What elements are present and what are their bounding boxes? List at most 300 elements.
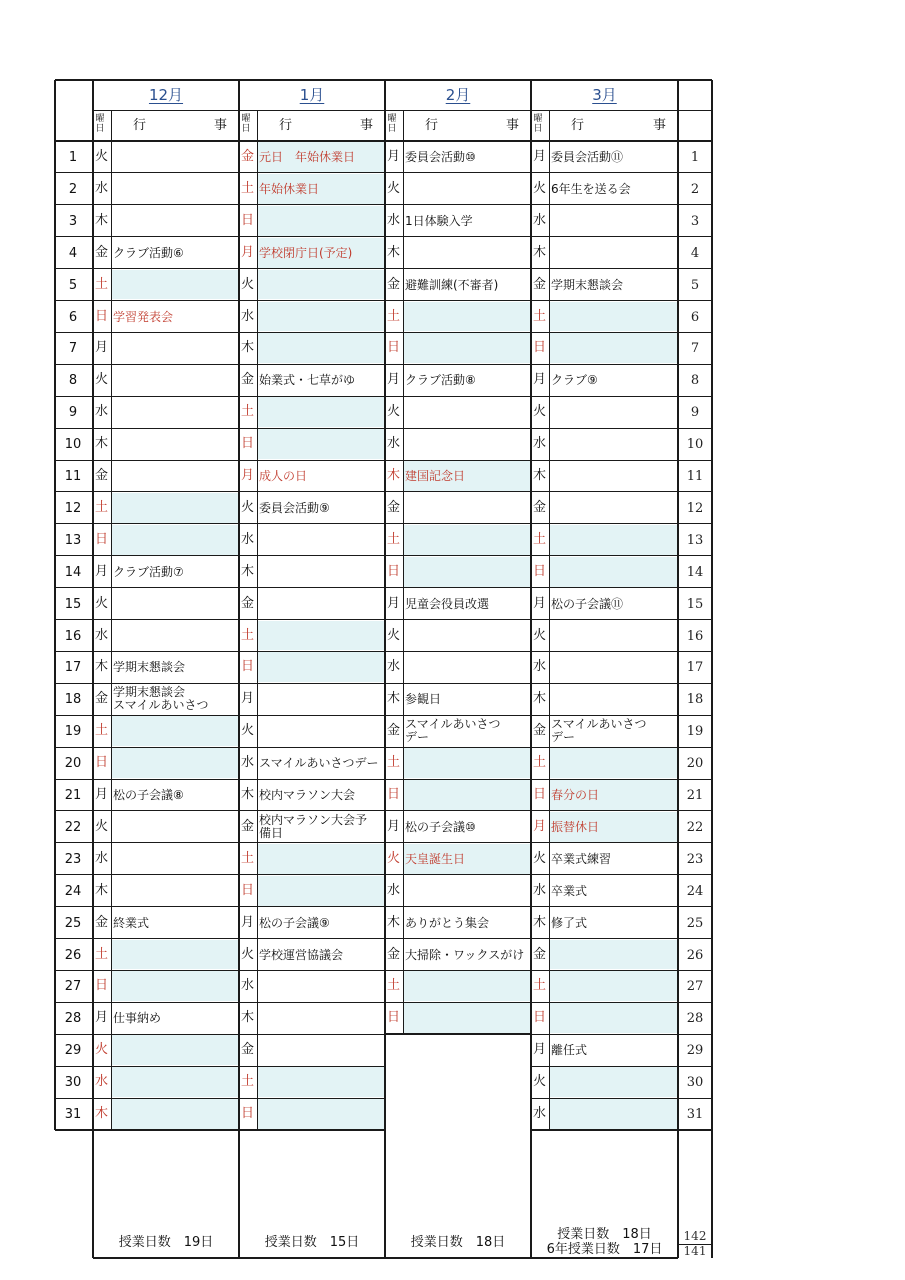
holiday-highlight xyxy=(111,1035,238,1065)
row-rule xyxy=(385,1002,531,1003)
day-number-right: 10 xyxy=(686,437,704,453)
col-border xyxy=(238,80,240,1258)
gyo-header: 行 xyxy=(279,118,293,133)
row-rule xyxy=(55,970,385,971)
weekday-cell: 日 xyxy=(533,340,547,356)
weekday-cell: 火 xyxy=(241,723,255,739)
yobi-header: 曜日 xyxy=(533,114,543,134)
day-number-left: 11 xyxy=(64,469,82,484)
weekday-cell: 金 xyxy=(95,914,109,930)
weekday-cell: 水 xyxy=(241,308,255,324)
holiday-highlight xyxy=(549,525,677,555)
row-rule xyxy=(55,779,385,780)
weekday-cell: 日 xyxy=(387,340,401,356)
weekday-cell: 土 xyxy=(95,276,109,292)
weekday-cell: 月 xyxy=(387,818,401,834)
day-number-left: 20 xyxy=(64,756,82,772)
day-number-right: 18 xyxy=(686,692,704,708)
weekday-cell: 火 xyxy=(241,946,255,962)
holiday-highlight xyxy=(549,1099,677,1129)
weekday-cell: 金 xyxy=(241,595,255,611)
weekday-cell: 金 xyxy=(387,723,401,739)
weekday-cell: 火 xyxy=(387,404,401,420)
day-number-right: 8 xyxy=(690,373,700,389)
row-rule xyxy=(531,747,712,748)
event-text: 松の子会議⑩ xyxy=(405,819,476,834)
day-number-right: 20 xyxy=(686,756,704,772)
event-text: 児童会役員改選 xyxy=(405,596,490,611)
day-number-right: 14 xyxy=(686,564,704,580)
day-number-right: 19 xyxy=(686,724,704,740)
weekday-cell: 日 xyxy=(95,755,109,771)
holiday-highlight xyxy=(403,333,530,363)
day-number-left: 30 xyxy=(64,1075,82,1091)
weekday-cell: 木 xyxy=(533,244,547,260)
weekday-cell: 水 xyxy=(241,755,255,771)
weekday-cell: 日 xyxy=(533,787,547,802)
row-rule xyxy=(531,555,712,556)
school-days-total: 授業日数 19日 xyxy=(118,1235,214,1250)
event-text: 春分の日 xyxy=(551,788,600,802)
event-text: 学期末懇談会 xyxy=(113,685,186,700)
row-rule xyxy=(55,460,385,461)
row-rule xyxy=(55,938,385,939)
weekday-cell: 水 xyxy=(95,404,109,420)
row-rule xyxy=(55,874,385,875)
day-number-left: 7 xyxy=(68,341,78,357)
weekday-cell: 月 xyxy=(241,468,255,483)
weekday-cell: 水 xyxy=(387,659,401,675)
day-number-right: 17 xyxy=(686,660,704,676)
event-text: 松の子会議⑧ xyxy=(113,788,184,802)
day-number-left: 27 xyxy=(64,979,82,995)
day-number-left: 21 xyxy=(64,788,82,803)
month-header: 12月 xyxy=(148,86,184,104)
school-days-total: 授業日数 18日 xyxy=(557,1227,652,1242)
weekday-cell: 水 xyxy=(241,531,255,547)
row-rule xyxy=(385,172,531,173)
annual-total: 142 xyxy=(683,1229,707,1243)
row-rule xyxy=(55,906,385,907)
weekday-cell: 土 xyxy=(241,1074,255,1090)
weekday-cell: 日 xyxy=(241,436,255,452)
weekday-cell: 土 xyxy=(241,850,255,866)
row-rule xyxy=(531,587,712,588)
weekday-cell: 日 xyxy=(95,308,109,324)
last-row-rule xyxy=(531,1129,712,1131)
row-rule xyxy=(385,460,531,461)
weekday-cell: 火 xyxy=(95,595,109,611)
ji-header: 事 xyxy=(214,118,228,133)
day-number-left: 3 xyxy=(68,213,78,229)
day-number-right: 1 xyxy=(690,150,700,165)
day-number-right: 23 xyxy=(686,851,704,867)
row-rule xyxy=(55,651,385,652)
event-text: 学習発表会 xyxy=(113,309,174,324)
day-number-left: 24 xyxy=(64,883,82,899)
row-rule xyxy=(531,683,712,684)
day-number-left: 19 xyxy=(64,724,82,740)
row-rule xyxy=(385,587,531,588)
holiday-highlight xyxy=(257,333,384,363)
weekday-cell: 金 xyxy=(241,818,255,834)
weekday-cell: 金 xyxy=(95,691,109,707)
day-number-left: 14 xyxy=(64,564,82,580)
weekday-cell: 月 xyxy=(533,595,547,611)
weekday-cell: 火 xyxy=(533,627,547,643)
row-rule xyxy=(55,428,385,429)
row-rule xyxy=(385,715,531,716)
ji-header: 事 xyxy=(506,118,520,133)
day-number-right: 24 xyxy=(686,883,704,899)
day-number-left: 9 xyxy=(68,405,78,421)
weekday-cell: 日 xyxy=(387,563,401,579)
weekday-cell: 土 xyxy=(387,755,401,771)
weekday-cell: 水 xyxy=(95,850,109,866)
event-text: スマイルあいさつデー xyxy=(259,756,379,771)
row-rule xyxy=(531,715,712,716)
weekday-cell: 金 xyxy=(387,946,401,962)
school-days-total: 授業日数 18日 xyxy=(410,1235,506,1250)
row-rule xyxy=(55,204,385,205)
weekday-cell: 日 xyxy=(387,787,401,802)
row-rule xyxy=(55,172,385,173)
row-rule xyxy=(531,938,712,939)
weekday-cell: 火 xyxy=(533,180,547,196)
weekday-cell: 土 xyxy=(95,499,109,515)
event-text: 仕事納め xyxy=(113,1011,162,1026)
row-rule xyxy=(531,523,712,524)
weekday-cell: 土 xyxy=(95,946,109,962)
weekday-cell: 木 xyxy=(241,787,255,802)
weekday-cell: 水 xyxy=(387,882,401,898)
day-number-right: 5 xyxy=(690,277,700,293)
event-text: ありがとう集会 xyxy=(405,915,490,930)
col-border xyxy=(384,80,386,1258)
event-text: 委員会活動⑩ xyxy=(405,150,476,164)
weekday-cell: 金 xyxy=(387,276,401,292)
holiday-highlight xyxy=(111,493,238,523)
weekday-cell: 日 xyxy=(95,978,109,994)
weekday-cell: 日 xyxy=(533,563,547,579)
weekday-cell: 木 xyxy=(241,1010,255,1026)
top-rule xyxy=(55,79,93,81)
weekday-cell: 火 xyxy=(95,1042,109,1058)
day-number-right: 27 xyxy=(686,979,704,995)
weekday-cell: 水 xyxy=(95,627,109,643)
row-rule xyxy=(531,810,712,811)
weekday-cell: 日 xyxy=(533,1010,547,1026)
day-number-right: 7 xyxy=(690,341,700,357)
weekday-cell: 日 xyxy=(241,882,255,898)
weekday-cell: 金 xyxy=(533,946,547,962)
weekday-cell: 日 xyxy=(95,531,109,547)
day-number-right: 11 xyxy=(686,469,704,484)
yobi-header: 曜日 xyxy=(95,114,105,134)
weekday-cell: 水 xyxy=(387,436,401,452)
weekday-cell: 土 xyxy=(387,308,401,324)
weekday-cell: 月 xyxy=(241,244,255,260)
holiday-highlight xyxy=(403,748,530,778)
weekday-cell: 月 xyxy=(95,563,109,579)
weekday-cell: 日 xyxy=(241,212,255,228)
event-text-line2: デー xyxy=(551,730,576,745)
holiday-highlight xyxy=(549,1067,677,1097)
weekday-cell: 金 xyxy=(95,468,109,483)
day-number-left: 16 xyxy=(64,628,82,644)
day-number-left: 15 xyxy=(64,596,82,612)
weekday-cell: 金 xyxy=(241,1042,255,1058)
row-rule xyxy=(531,842,712,843)
holiday-highlight xyxy=(257,302,384,332)
weekday-cell: 金 xyxy=(533,723,547,739)
yobi-divider xyxy=(111,110,112,1130)
row-rule xyxy=(531,268,712,269)
holiday-highlight xyxy=(111,270,238,300)
weekday-cell: 土 xyxy=(387,531,401,547)
row-rule xyxy=(531,428,712,429)
weekday-cell: 水 xyxy=(533,436,547,452)
holiday-highlight xyxy=(111,748,238,778)
holiday-highlight xyxy=(403,780,530,810)
row-rule xyxy=(385,810,531,811)
holiday-highlight xyxy=(549,333,677,363)
weekday-cell: 火 xyxy=(95,818,109,834)
row-rule xyxy=(531,396,712,397)
holiday-highlight xyxy=(549,940,677,970)
weekday-cell: 月 xyxy=(241,691,255,707)
row-rule xyxy=(531,651,712,652)
weekday-cell: 木 xyxy=(95,212,109,228)
row-rule xyxy=(55,555,385,556)
event-text: 始業式・七草がゆ xyxy=(259,373,356,388)
weekday-cell: 火 xyxy=(241,276,255,292)
day-number-right: 21 xyxy=(686,788,704,803)
row-rule xyxy=(55,842,385,843)
weekday-cell: 土 xyxy=(387,978,401,994)
row-rule xyxy=(531,491,712,492)
event-text: 参観日 xyxy=(405,692,442,707)
row-rule xyxy=(385,619,531,620)
day-number-left: 8 xyxy=(68,373,78,389)
holiday-highlight xyxy=(257,397,384,427)
weekday-cell: 火 xyxy=(95,372,109,388)
day-number-right: 3 xyxy=(690,213,700,229)
holiday-highlight xyxy=(111,1067,238,1097)
holiday-highlight xyxy=(403,302,530,332)
yobi-divider xyxy=(257,110,258,1130)
weekday-cell: 木 xyxy=(533,691,547,707)
day-number-right: 26 xyxy=(686,947,704,963)
weekday-cell: 土 xyxy=(533,755,547,771)
row-rule xyxy=(385,906,531,907)
holiday-highlight xyxy=(111,971,238,1001)
gyo-header: 行 xyxy=(571,118,585,133)
event-text: クラブ活動⑦ xyxy=(113,564,184,579)
feb-end-rule xyxy=(385,1033,531,1035)
row-rule xyxy=(55,747,385,748)
weekday-cell: 水 xyxy=(533,212,547,228)
weekday-cell: 火 xyxy=(241,499,255,515)
day-number-left: 18 xyxy=(64,692,82,708)
row-rule xyxy=(385,874,531,875)
yobi-divider xyxy=(403,110,404,1034)
weekday-cell: 水 xyxy=(95,1074,109,1090)
weekday-cell: 月 xyxy=(533,818,547,834)
weekday-cell: 土 xyxy=(241,404,255,420)
row-rule xyxy=(55,1034,385,1035)
day-number-right: 6 xyxy=(690,309,700,325)
day-number-left: 28 xyxy=(64,1011,82,1027)
event-text: スマイルあいさつ xyxy=(551,717,647,732)
row-rule xyxy=(531,1034,712,1035)
row-rule xyxy=(385,268,531,269)
weekday-cell: 木 xyxy=(387,244,401,260)
month-header: 3月 xyxy=(592,86,617,104)
row-rule xyxy=(531,332,712,333)
row-rule xyxy=(385,938,531,939)
row-rule xyxy=(55,491,385,492)
row-rule xyxy=(385,491,531,492)
day-number-left: 6 xyxy=(68,309,78,325)
holiday-highlight xyxy=(257,270,384,300)
day-number-left: 17 xyxy=(64,660,82,676)
weekday-cell: 木 xyxy=(387,914,401,930)
row-rule xyxy=(531,364,712,365)
row-rule xyxy=(531,779,712,780)
row-rule xyxy=(385,332,531,333)
weekday-cell: 土 xyxy=(241,627,255,643)
event-text: 卒業式練習 xyxy=(551,851,612,866)
weekday-cell: 水 xyxy=(95,180,109,196)
weekday-cell: 金 xyxy=(387,499,401,515)
yobi-divider xyxy=(549,110,550,1130)
event-text: 大掃除・ワックスがけ xyxy=(405,947,525,962)
weekday-cell: 金 xyxy=(533,276,547,292)
event-text: 校内マラソン大会予 xyxy=(259,812,368,827)
yobi-header: 曜日 xyxy=(241,114,251,134)
weekday-cell: 金 xyxy=(241,149,255,164)
weekday-cell: 木 xyxy=(533,468,547,483)
holiday-highlight xyxy=(403,1003,530,1033)
day-number-left: 4 xyxy=(68,245,78,261)
event-text: 天皇誕生日 xyxy=(405,851,466,866)
event-text-line2: デー xyxy=(405,730,430,745)
row-rule xyxy=(55,683,385,684)
weekday-cell: 月 xyxy=(533,372,547,388)
weekday-cell: 木 xyxy=(95,1106,109,1121)
event-text: 1日体験入学 xyxy=(405,213,473,228)
holiday-highlight xyxy=(403,971,530,1001)
school-days-total: 授業日数 15日 xyxy=(264,1235,360,1250)
weekday-cell: 土 xyxy=(95,723,109,739)
event-text: 6年生を送る会 xyxy=(551,181,631,196)
row-rule xyxy=(55,810,385,811)
weekday-cell: 日 xyxy=(241,659,255,675)
day-number-right: 30 xyxy=(686,1075,704,1091)
event-text-line2: スマイルあいさつ xyxy=(113,698,209,713)
day-number-right: 22 xyxy=(686,819,704,835)
row-rule xyxy=(531,874,712,875)
event-text: 成人の日 xyxy=(259,469,308,483)
holiday-highlight xyxy=(549,748,677,778)
row-rule xyxy=(385,396,531,397)
holiday-highlight xyxy=(257,844,384,874)
row-rule xyxy=(531,1066,712,1067)
weekday-cell: 金 xyxy=(241,372,255,388)
event-text: 終業式 xyxy=(113,915,150,930)
holiday-highlight xyxy=(111,716,238,746)
event-text: 学校運営協議会 xyxy=(259,947,344,962)
weekday-cell: 日 xyxy=(387,1010,401,1026)
row-rule xyxy=(385,300,531,301)
grade6-school-days: 6年授業日数 17日 xyxy=(546,1242,663,1257)
ji-header: 事 xyxy=(360,118,374,133)
row-rule xyxy=(385,970,531,971)
row-rule xyxy=(385,779,531,780)
day-number-left: 1 xyxy=(68,150,78,165)
event-text: 校内マラソン大会 xyxy=(259,788,356,802)
row-rule xyxy=(55,236,385,237)
row-rule xyxy=(55,1002,385,1003)
event-text: 卒業式 xyxy=(551,883,588,898)
event-text: 松の子会議⑪ xyxy=(551,596,624,611)
month-header: 1月 xyxy=(299,86,325,104)
weekday-cell: 月 xyxy=(387,595,401,611)
holiday-highlight xyxy=(549,1003,677,1033)
row-rule xyxy=(55,1066,385,1067)
day-number-right: 4 xyxy=(690,245,700,261)
event-text: 振替休日 xyxy=(551,819,600,834)
weekday-cell: 金 xyxy=(95,244,109,260)
row-rule xyxy=(531,1098,712,1099)
holiday-highlight xyxy=(257,1099,384,1129)
weekday-cell: 木 xyxy=(241,340,255,356)
weekday-cell: 月 xyxy=(95,340,109,356)
weekday-cell: 土 xyxy=(241,180,255,196)
holiday-highlight xyxy=(549,557,677,587)
weekday-cell: 水 xyxy=(533,659,547,675)
weekday-cell: 水 xyxy=(241,978,255,994)
day-number-left: 10 xyxy=(64,437,82,453)
weekday-cell: 水 xyxy=(387,212,401,228)
event-text: 松の子会議⑨ xyxy=(259,915,330,930)
day-number-right: 29 xyxy=(686,1043,704,1059)
weekday-cell: 木 xyxy=(241,563,255,579)
weekday-cell: 木 xyxy=(533,914,547,930)
day-number-right: 2 xyxy=(690,181,700,197)
top-rule xyxy=(93,79,712,81)
row-rule xyxy=(385,204,531,205)
holiday-highlight xyxy=(257,1067,384,1097)
day-number-right: 12 xyxy=(686,500,704,516)
weekday-cell: 木 xyxy=(95,436,109,452)
row-rule xyxy=(531,970,712,971)
row-rule xyxy=(385,842,531,843)
day-number-left: 25 xyxy=(64,915,82,931)
holiday-highlight xyxy=(403,525,530,555)
day-number-left: 5 xyxy=(68,277,78,293)
weekday-cell: 木 xyxy=(387,468,401,483)
day-number-right: 16 xyxy=(686,628,704,644)
day-number-right: 13 xyxy=(686,532,704,548)
weekday-cell: 木 xyxy=(95,659,109,675)
row-rule xyxy=(55,1098,385,1099)
event-text: 避難訓練(不審者) xyxy=(405,277,499,292)
weekday-cell: 水 xyxy=(533,1106,547,1121)
event-text: 修了式 xyxy=(551,915,588,930)
row-rule xyxy=(531,460,712,461)
